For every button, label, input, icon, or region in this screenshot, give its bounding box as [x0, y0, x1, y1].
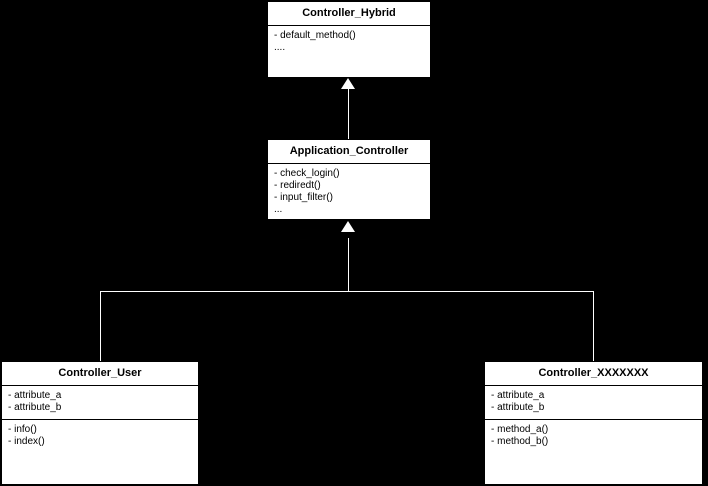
class-box-application-controller[interactable] — [267, 139, 431, 220]
class-members-application-controller — [268, 164, 430, 221]
class-members-controller-hybrid — [268, 26, 430, 59]
class-methods-controller-user — [2, 420, 198, 453]
class-attributes-controller-xxxxxxx — [485, 386, 702, 420]
edge-horizontal-junction — [100, 291, 594, 292]
class-methods-controller-xxxxxxx — [485, 420, 702, 453]
member-item: - input_filter() — [274, 192, 333, 203]
attribute-item: - attribute_a — [491, 390, 545, 401]
edge-to-controller-xxxxxxx — [593, 291, 594, 361]
edge-subclasses-to-application-controller — [348, 238, 349, 291]
class-box-controller-user[interactable] — [1, 361, 199, 485]
arrow-to-controller-hybrid — [341, 78, 355, 89]
member-item: ... — [274, 204, 283, 215]
edge-to-controller-user — [100, 291, 101, 361]
class-title-controller-hybrid: Controller_Hybrid — [268, 2, 430, 26]
edge-application-controller-to-controller-hybrid — [348, 89, 349, 139]
method-item: - info() — [8, 424, 37, 435]
class-box-controller-xxxxxxx[interactable] — [484, 361, 703, 485]
attribute-item: - attribute_b — [8, 402, 62, 413]
attribute-item: - attribute_b — [491, 402, 545, 413]
class-attributes-controller-user — [2, 386, 198, 420]
method-item: - method_a() — [491, 424, 549, 435]
method-item: - method_b() — [491, 436, 549, 447]
class-box-controller-hybrid[interactable] — [267, 1, 431, 78]
arrow-to-application-controller — [341, 221, 355, 232]
member-item: .... — [274, 42, 286, 53]
method-item: - index() — [8, 436, 45, 447]
member-item: - default_method() — [274, 30, 356, 41]
class-title-controller-user: Controller_User — [2, 362, 198, 386]
member-item: - check_login() — [274, 168, 340, 179]
attribute-item: - attribute_a — [8, 390, 62, 401]
class-title-application-controller: Application_Controller — [268, 140, 430, 164]
class-title-controller-xxxxxxx: Controller_XXXXXXX — [485, 362, 702, 386]
member-item: - rediredt() — [274, 180, 321, 191]
